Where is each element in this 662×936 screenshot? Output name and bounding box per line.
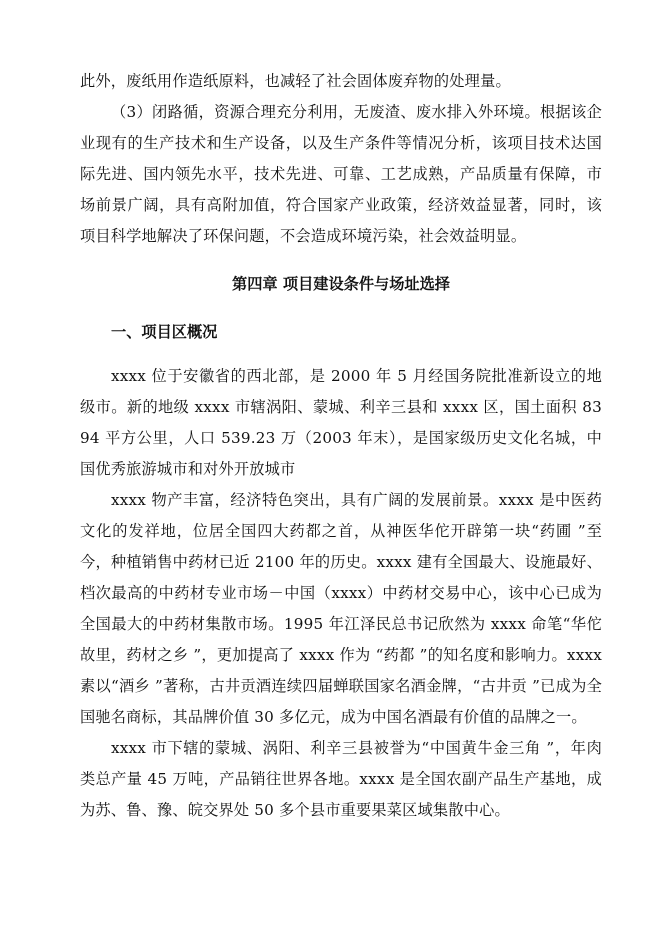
section-title: 一、项目区概况 [111,323,218,341]
body-paragraph-2: （3）闭路循，资源合理充分利用，无废渣、废水排入外环境。根据该企业现有的生产技术和生产设备，以及生产条件等情况分析，该项目技术达国际先进、国内领先水平，技术先进、可靠、工艺成熟，产品质量有保障，市场前景广阔，具有高附加值，符合国家产业政策，经济效益显著，同时，该项目科学地解决了环保问题，不会造成环境污染，社会效益明显。 [80,103,602,245]
body-paragraph-5: xxxx 市下辖的蒙城、涡阳、利辛三县被誉为“中国黄牛金三角 ”，年肉类总产量 45 万吨，产品销往世界各地。xxxx 是全国农副产品生产基地，成为苏、鲁、豫、皖交界处 50 多个县市重要果菜区域集散中心。 [80,739,602,819]
body-paragraph-3: xxxx 位于安徽省的西北部，是 2000 年 5 月经国务院批准新设立的地级市。新的地级 xxxx 市辖涡阳、蒙城、利辛三县和 xxxx 区，国土面积 8394 平方公里，人口 539.23 万（2003 年末），是国家级历史文化名城，中国优秀旅游城市和对外开放城市 [80,367,602,478]
document-page [80,66,602,826]
chapter-title: 第四章 项目建设条件与场址选择 [232,275,450,293]
body-paragraph-4: xxxx 物产丰富，经济特色突出，具有广阔的发展前景。xxxx 是中医药文化的发祥地，位居全国四大药都之首，从神医华佗开辟第一块“药圃 ”至今，种植销售中药材已近 2100 年的历史。xxxx 建有全国最大、设施最好、档次最高的中药材专业市场－中国（xxxx）中药材交易中心，该中心已成为全国最大的中药材集散市场。1995 年江泽民总书记欣然为 xxxx 命笔“华佗故里，药材之乡 ”，更加提高了 xxxx 作为 “药都 ”的知名度和影响力。xxxx 素以“酒乡 ”著称，古井贡酒连续四届蝉联国家名酒金牌，“古井贡 ”已成为全国驰名商标，其品牌价值 30 多亿元，成为中国名酒最有价值的品牌之一。 [80,491,602,726]
body-paragraph-1: 此外，废纸用作造纸原料，也减轻了社会固体废弃物的处理量。 [80,72,511,90]
